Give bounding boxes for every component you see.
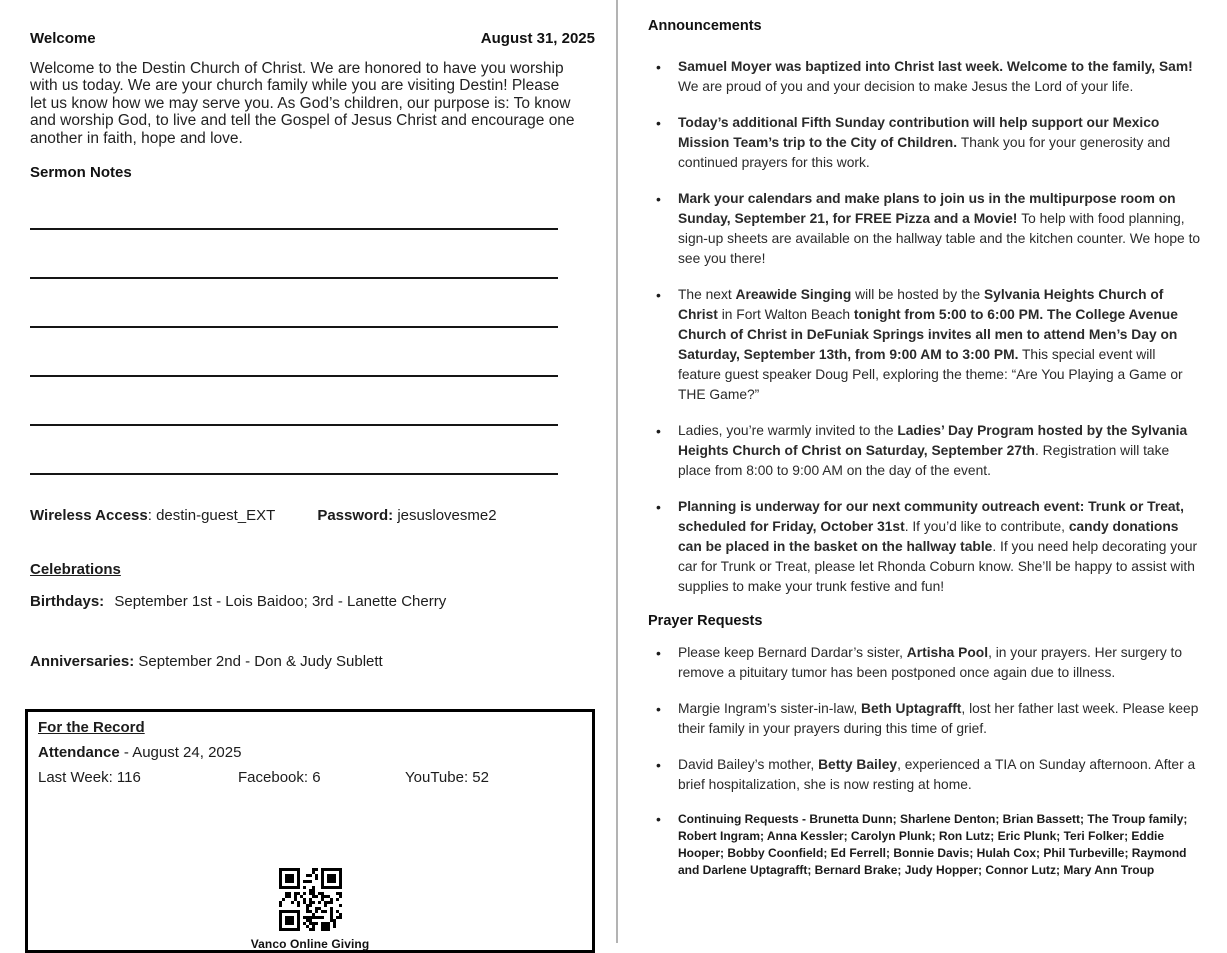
bullet-icon: • [656,287,661,303]
stat-facebook: Facebook: 6 [238,769,321,787]
bullet-icon: • [656,115,661,131]
announcement-text: Mark your calendars and make plans to join us in the multipurpose room on Sunday, September 21, for FREE Pizza and a Movie! To help with food planning, sign-up sheets are available on the hallway table and the kitchen counter. We hope to see you there! [678,191,1201,266]
list-item [648,113,1210,173]
list-item [648,189,1210,269]
prayer-requests-heading: Prayer Requests [648,613,763,629]
prayer-request-text: David Bailey’s mother, Betty Bailey, experienced a TIA on Sunday afternoon. After a brief hospitalization, she is now resting at home. [678,757,1196,792]
announcements-list [648,57,1210,597]
sermon-notes-line [30,228,558,230]
list-item [648,285,1210,405]
bullet-icon: • [656,701,661,717]
bulletin-page-right [648,0,1210,895]
attendance-label: Attendance [38,744,120,762]
for-the-record-box [25,709,595,953]
bullet-icon: • [656,191,661,207]
sermon-notes-line [30,375,558,377]
sermon-notes-lines [30,228,558,475]
password-label: Password: [317,507,394,525]
bullet-icon: • [656,757,661,773]
left-page-header [30,30,595,47]
list-item [648,421,1210,481]
bullet-icon: • [656,499,661,515]
prayer-request-text: Margie Ingram’s sister-in-law, Beth Uptagrafft, lost her father last week. Please keep their family in your prayers during this time of grief. [678,701,1199,736]
attendance-stats-row [38,769,582,786]
for-the-record-heading: For the Record [38,719,145,737]
bullet-icon: • [656,59,661,75]
birthdays-value: September 1st - Lois Baidoo; 3rd - Lanette Cherry [114,593,447,611]
sermon-notes-line [30,473,558,475]
continuing-requests-text: Continuing Requests - Brunetta Dunn; Sharlene Denton; Brian Bassett; The Troup family; Robert Ingram; Anna Kessler; Carolyn Plunk; Ron Lutz; Eric Plunk; Teri Folker; Eddie Hooper; Bobby Coonfield; Ed Ferrell; Bonnie Davis; Hulah Cox; Phil Turbeville; Raymond and Darlene Uptagrafft; Bernard Brake; Judy Hopper; Connor Lutz; Mary Ann Troup [678,812,1188,877]
announcements-heading: Announcements [648,18,762,34]
birthdays-line [30,593,598,610]
bullet-icon: • [656,811,661,827]
sermon-notes-line [30,326,558,328]
sermon-notes-line [30,277,558,279]
password-value: jesuslovesme2 [393,507,497,525]
list-item [648,643,1210,683]
page-divider [616,0,618,943]
welcome-paragraph: Welcome to the Destin Church of Christ. We are honored to have you worship with us today. We are your church family while you are visiting Destin! Please let us know how we may serve you. As God’s children, our purpose is: To know and worship God, to live and tell the Gospel of Jesus Christ and encourage one another in faith, hope and love. [30,60,575,147]
announcement-text: Planning is underway for our next community outreach event: Trunk or Treat, scheduled for Friday, October 31st. If you’d like to contribute, candy donations can be placed in the basket on the hallway table. If you need help decorating your car for Trunk or Treat, please let Rhonda Coburn know. She’ll be happy to assist with supplies to make your trunk festive and fun! [678,499,1198,594]
stat-last-week: Last Week: 116 [38,769,141,787]
announcement-text: Samuel Moyer was baptized into Christ last week. Welcome to the family, Sam! We are proud of you and your decision to make Jesus the Lord of your life. [678,59,1193,94]
list-item [648,699,1210,739]
anniversaries-value: September 2nd - Don & Judy Sublett [138,653,383,671]
bullet-icon: • [656,645,661,661]
anniversaries-line [30,653,598,670]
announcement-text: Today’s additional Fifth Sunday contribution will help support our Mexico Mission Team’s trip to the City of Children. Thank you for your generosity and continued prayers for this work. [678,115,1171,170]
prayer-requests-list [648,643,1210,879]
list-item [648,755,1210,795]
attendance-date: - August 24, 2025 [119,744,242,762]
birthdays-label: Birthdays: [30,593,105,611]
announcement-text: The next Areawide Singing will be hosted by the Sylvania Heights Church of Christ in Fort Walton Beach tonight from 5:00 to 6:00 PM. The College Avenue Church of Christ in DeFuniak Springs invites all men to attend Men’s Day on Saturday, September 13th, from 9:00 AM to 3:00 PM. This special event will feature guest speaker Doug Pell, exploring the theme: “Are You Playing a Game or THE Game?” [678,287,1183,402]
sermon-notes-heading: Sermon Notes [30,164,132,182]
wireless-network-name: : destin-guest_EXT [147,507,276,525]
prayer-request-text: Please keep Bernard Dardar’s sister, Artisha Pool, in your prayers. Her surgery to remove a pituitary tumor has been postponed once again due to illness. [678,645,1183,680]
announcement-text: Ladies, you’re warmly invited to the Ladies’ Day Program hosted by the Sylvania Heights Church of Christ on Saturday, September 27th. Registration will take place from 8:00 to 9:00 AM on the day of the event. [678,423,1188,478]
celebrations-heading: Celebrations [30,561,121,579]
online-giving-block [28,868,592,951]
list-item [648,811,1210,879]
stat-youtube: YouTube: 52 [405,769,489,787]
list-item [648,497,1210,597]
wireless-access-line [30,507,598,524]
bulletin-date: August 31, 2025 [480,30,595,47]
wireless-access-label: Wireless Access [30,507,148,525]
attendance-line [38,744,582,761]
welcome-heading: Welcome [30,30,96,47]
bullet-icon: • [656,423,661,439]
sermon-notes-line [30,424,558,426]
qr-caption: Vanco Online Giving [250,937,370,952]
anniversaries-label: Anniversaries: [30,653,135,671]
list-item [648,57,1210,97]
qr-code [279,868,342,931]
